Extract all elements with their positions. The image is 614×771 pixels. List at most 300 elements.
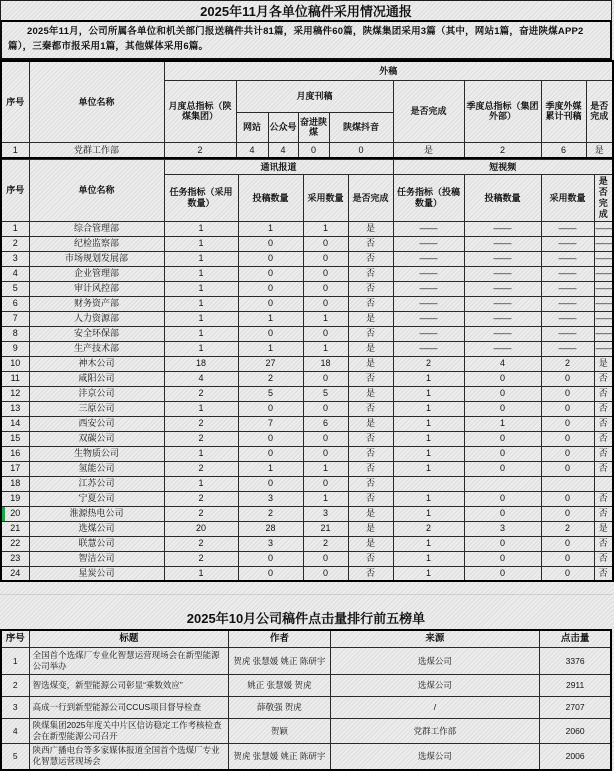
cell-serial: 6: [1, 296, 29, 311]
col-header-unit: 单位名称: [29, 61, 164, 142]
cell-done2: 是: [586, 142, 613, 158]
intro-box: [0, 22, 612, 60]
cell-video-target: 1: [393, 371, 464, 386]
cell-news-adopt: 0: [303, 251, 348, 266]
cell-news-target: 1: [164, 401, 238, 416]
cell-news-adopt: 0: [303, 551, 348, 566]
cell-news-done: 否: [348, 476, 393, 491]
cell-news-submit: 5: [238, 386, 303, 401]
cell-video-adopt: [541, 476, 594, 491]
cell-serial: 1: [1, 647, 29, 674]
page-title: 2025年11月各单位稿件采用情况通报: [0, 0, 612, 22]
cell-news-submit: 0: [238, 281, 303, 296]
cell-serial: 5: [1, 743, 29, 770]
cell-news-adopt: 3: [303, 506, 348, 521]
cell-news-submit: 0: [238, 266, 303, 281]
cell-news-target: 1: [164, 251, 238, 266]
cell-serial: 3: [1, 696, 29, 718]
group-header-external: 外稿: [164, 61, 613, 80]
cell-source: 党群工作部: [330, 718, 540, 743]
cell-news-done: 否: [348, 431, 393, 446]
cell-news-done: 是: [348, 386, 393, 401]
cell-news-adopt: 0: [303, 401, 348, 416]
cell-authors: 姚正 张慧媛 贺虎: [229, 674, 330, 696]
cell-video-submit: ——: [464, 236, 541, 251]
table-row: [1, 416, 613, 431]
cell-website: 4: [236, 142, 268, 158]
cell-video-submit: ——: [464, 221, 541, 236]
cell-video-done: 否: [594, 566, 613, 581]
cell-video-target: ——: [393, 236, 464, 251]
cell-video-done: 否: [594, 461, 613, 476]
cell-news-done: 是: [348, 356, 393, 371]
cell-unit: 生产技术部: [29, 341, 164, 356]
cell-video-target: 2: [393, 356, 464, 371]
cell-video-adopt: 0: [541, 431, 594, 446]
cell-news-done: 是: [348, 341, 393, 356]
cell-video-adopt: ——: [541, 281, 594, 296]
cell-video-adopt: ——: [541, 266, 594, 281]
col-header-quarter-target: 季度总指标（集团外部）: [464, 80, 541, 142]
table-row: [1, 536, 613, 551]
cell-news-submit: 0: [238, 551, 303, 566]
cell-news-adopt: 0: [303, 446, 348, 461]
cell-serial: 20: [1, 506, 29, 521]
cell-video-done: ——: [594, 341, 613, 356]
cell-article-title: 高成一行到新型能源公司CCUS项目督导检查: [29, 696, 229, 718]
cell-quarter-pub: 6: [541, 142, 586, 158]
cell-serial: 2: [1, 236, 29, 251]
cell-news-adopt: 1: [303, 341, 348, 356]
cell-video-done: ——: [594, 326, 613, 341]
cell-news-adopt: 5: [303, 386, 348, 401]
cell-unit: 宁夏公司: [29, 491, 164, 506]
cell-unit: 审计风控部: [29, 281, 164, 296]
cell-video-target: 1: [393, 491, 464, 506]
cell-serial: 1: [1, 221, 29, 236]
table-row: [1, 371, 613, 386]
col-header-unit: 单位名称: [29, 160, 164, 221]
cell-video-done: 否: [594, 416, 613, 431]
table-row: [1, 521, 613, 536]
cell-news-adopt: 0: [303, 236, 348, 251]
cell-serial: 1: [1, 142, 29, 158]
cell-video-target: 1: [393, 461, 464, 476]
cell-video-submit: ——: [464, 296, 541, 311]
cell-news-submit: 0: [238, 251, 303, 266]
cell-news-adopt: 6: [303, 416, 348, 431]
table-row: [1, 696, 611, 718]
cell-video-submit: 0: [464, 461, 541, 476]
cell-video-adopt: ——: [541, 311, 594, 326]
col-header-gzh: 公众号: [268, 112, 298, 142]
cell-video-target: 1: [393, 416, 464, 431]
cell-video-done: 否: [594, 551, 613, 566]
cell-news-target: 4: [164, 371, 238, 386]
col-header-serial: 序号: [1, 630, 29, 647]
cell-news-target: 1: [164, 476, 238, 491]
cell-unit: 综合管理部: [29, 221, 164, 236]
table-row: [1, 743, 611, 770]
cell-unit: 氢能公司: [29, 461, 164, 476]
cell-news-submit: 3: [238, 536, 303, 551]
cell-news-submit: 0: [238, 446, 303, 461]
cell-news-submit: 3: [238, 491, 303, 506]
cell-news-done: 是: [348, 521, 393, 536]
cell-unit: 纪检监察部: [29, 236, 164, 251]
cell-unit: 咸阳公司: [29, 371, 164, 386]
cell-news-adopt: 21: [303, 521, 348, 536]
cell-video-target: [393, 476, 464, 491]
cell-news-target: 2: [164, 431, 238, 446]
cell-video-adopt: 0: [541, 491, 594, 506]
col-header-video-submit: 投稿数量: [464, 175, 541, 221]
cell-news-adopt: 0: [303, 326, 348, 341]
table-row: [1, 551, 613, 566]
cell-douyin: 0: [329, 142, 393, 158]
cell-unit: 企业管理部: [29, 266, 164, 281]
cell-source: /: [330, 696, 540, 718]
cell-news-done: 否: [348, 251, 393, 266]
cell-serial: 12: [1, 386, 29, 401]
cell-video-target: 1: [393, 536, 464, 551]
group-header-monthly-pub: 月度刊稿: [236, 80, 393, 112]
cell-news-target: 18: [164, 356, 238, 371]
table-row: [1, 566, 613, 581]
cell-video-adopt: 0: [541, 461, 594, 476]
cell-news-submit: 1: [238, 461, 303, 476]
cell-unit: 智洁公司: [29, 551, 164, 566]
cell-video-target: 1: [393, 401, 464, 416]
col-header-fenjin: 奋进陕煤: [298, 112, 329, 142]
cell-video-done: 是: [594, 521, 613, 536]
cell-unit: 星炭公司: [29, 566, 164, 581]
cell-news-submit: 0: [238, 476, 303, 491]
cell-unit: 党群工作部: [29, 142, 164, 158]
cell-video-done: 否: [594, 386, 613, 401]
cell-serial: 4: [1, 718, 29, 743]
col-header-authors: 作者: [229, 630, 330, 647]
cell-video-adopt: ——: [541, 221, 594, 236]
cell-authors: 贺颖: [229, 718, 330, 743]
table-row: [1, 647, 611, 674]
cell-video-target: 1: [393, 431, 464, 446]
cell-serial: 21: [1, 521, 29, 536]
group-header-video: 短视频: [393, 160, 613, 175]
cell-news-target: 2: [164, 386, 238, 401]
header-row: [1, 160, 613, 175]
cell-monthly-target: 2: [164, 142, 236, 158]
group-header-news: 通讯报道: [164, 160, 393, 175]
cell-video-target: ——: [393, 311, 464, 326]
cell-unit: 淮源热电公司: [29, 506, 164, 521]
cell-video-submit: 0: [464, 506, 541, 521]
cell-clicks: 2911: [540, 674, 611, 696]
table-row: [1, 356, 613, 371]
table-row: [1, 401, 613, 416]
table-row: [1, 142, 613, 158]
cell-news-adopt: 1: [303, 461, 348, 476]
cell-serial: 11: [1, 371, 29, 386]
table-row: [1, 326, 613, 341]
cell-video-done: 否: [594, 371, 613, 386]
cell-news-adopt: 0: [303, 566, 348, 581]
cell-unit: 联慧公司: [29, 536, 164, 551]
cell-video-done: 否: [594, 491, 613, 506]
table-row: [1, 476, 613, 491]
cell-news-submit: 0: [238, 566, 303, 581]
col-header-source: 来源: [330, 630, 540, 647]
cell-unit: 财务资产部: [29, 296, 164, 311]
cell-serial: 22: [1, 536, 29, 551]
header-row: [1, 61, 613, 80]
cell-serial: 24: [1, 566, 29, 581]
cell-news-done: 否: [348, 551, 393, 566]
cell-news-done: 否: [348, 401, 393, 416]
click-ranking-table: [0, 629, 612, 771]
table-row: [1, 221, 613, 236]
cell-news-submit: 1: [238, 311, 303, 326]
cell-serial: 13: [1, 401, 29, 416]
cell-done1: 是: [393, 142, 464, 158]
cell-video-target: ——: [393, 341, 464, 356]
cell-authors: 贺虎 张慧媛 姚正 陈研宇: [229, 647, 330, 674]
cell-video-adopt: 0: [541, 386, 594, 401]
cell-news-target: 1: [164, 296, 238, 311]
cell-video-target: ——: [393, 251, 464, 266]
cell-news-submit: 0: [238, 401, 303, 416]
cell-gzh: 4: [268, 142, 298, 158]
cell-news-done: 是: [348, 311, 393, 326]
cell-serial: 16: [1, 446, 29, 461]
cell-clicks: 2006: [540, 743, 611, 770]
cell-news-target: 1: [164, 236, 238, 251]
cell-video-adopt: ——: [541, 236, 594, 251]
cell-video-submit: 0: [464, 491, 541, 506]
table-row: [1, 341, 613, 356]
cell-news-target: 2: [164, 536, 238, 551]
cell-video-target: 1: [393, 446, 464, 461]
cell-news-done: 是: [348, 221, 393, 236]
cell-news-submit: 7: [238, 416, 303, 431]
cell-news-submit: 2: [238, 371, 303, 386]
cell-video-submit: ——: [464, 326, 541, 341]
cell-news-target: 1: [164, 446, 238, 461]
cell-news-target: 2: [164, 491, 238, 506]
table-row: [1, 431, 613, 446]
col-header-news-adopt: 采用数量: [303, 175, 348, 221]
cell-video-done: 否: [594, 506, 613, 521]
cell-news-done: 否: [348, 236, 393, 251]
cell-news-target: 1: [164, 326, 238, 341]
col-header-serial: 序号: [1, 160, 29, 221]
cell-unit: 生物质公司: [29, 446, 164, 461]
cell-unit: 神木公司: [29, 356, 164, 371]
cell-video-target: ——: [393, 281, 464, 296]
cell-video-adopt: ——: [541, 251, 594, 266]
cell-video-done: 是: [594, 356, 613, 371]
cell-news-done: 否: [348, 491, 393, 506]
cell-video-done: ——: [594, 311, 613, 326]
cell-news-done: 否: [348, 371, 393, 386]
cell-video-adopt: 2: [541, 356, 594, 371]
empty-row: [0, 582, 612, 595]
cell-news-submit: 0: [238, 236, 303, 251]
cell-unit: 双碳公司: [29, 431, 164, 446]
cell-video-submit: ——: [464, 251, 541, 266]
news-video-table-body: [1, 221, 613, 581]
cell-news-adopt: 0: [303, 281, 348, 296]
cell-video-submit: 3: [464, 521, 541, 536]
cell-news-adopt: 18: [303, 356, 348, 371]
cell-video-adopt: 0: [541, 446, 594, 461]
cell-unit: 江苏公司: [29, 476, 164, 491]
cell-news-target: 1: [164, 566, 238, 581]
cell-serial: 2: [1, 674, 29, 696]
table-row: [1, 236, 613, 251]
table-row: [1, 281, 613, 296]
table-row: [1, 251, 613, 266]
cell-news-submit: 0: [238, 431, 303, 446]
cell-news-target: 1: [164, 221, 238, 236]
col-header-serial: 序号: [1, 61, 29, 142]
news-video-table: [0, 159, 614, 582]
cell-news-submit: 0: [238, 296, 303, 311]
cell-authors: 贺虎 张慧媛 姚正 陈研宇: [229, 743, 330, 770]
cell-video-adopt: 0: [541, 551, 594, 566]
cell-news-done: 否: [348, 296, 393, 311]
cell-video-submit: 0: [464, 431, 541, 446]
cell-video-adopt: 0: [541, 566, 594, 581]
table-row: [1, 386, 613, 401]
cell-video-done: 否: [594, 401, 613, 416]
table-row: [1, 718, 611, 743]
click-ranking-table-body: [1, 647, 611, 770]
cell-news-adopt: 1: [303, 221, 348, 236]
cell-video-adopt: 0: [541, 401, 594, 416]
cell-video-done: ——: [594, 266, 613, 281]
cell-video-done: 否: [594, 536, 613, 551]
cell-article-title: 陕西广播电台等多家媒体报道全国首个选煤厂专业化智慧运营现场会: [29, 743, 229, 770]
cell-news-adopt: 1: [303, 311, 348, 326]
cell-article-title: 陕煤集团2025年度关中片区信访稳定工作考核检查会在新型能源公司召开: [29, 718, 229, 743]
cell-news-target: 20: [164, 521, 238, 536]
col-header-douyin: 陕煤抖音: [329, 112, 393, 142]
cell-video-done: ——: [594, 221, 613, 236]
cell-video-done: 否: [594, 431, 613, 446]
cell-news-submit: 2: [238, 506, 303, 521]
cell-video-target: ——: [393, 221, 464, 236]
cell-unit: 安全环保部: [29, 326, 164, 341]
cell-news-target: 2: [164, 416, 238, 431]
cell-video-adopt: ——: [541, 296, 594, 311]
cell-video-adopt: ——: [541, 341, 594, 356]
cell-video-done: ——: [594, 296, 613, 311]
cell-video-done: ——: [594, 236, 613, 251]
cell-video-target: ——: [393, 296, 464, 311]
intro-text: 2025年11月，公司所属各单位和机关部门报送稿件共计81篇，采用稿件60篇，陕煤集团采用3篇（其中，网站1篇，奋进陕煤APP2篇），三秦都市报采用1篇，其他媒体采用6篇。: [8, 26, 584, 52]
cell-serial: 4: [1, 266, 29, 281]
cell-video-submit: 1: [464, 416, 541, 431]
col-header-video-target: 任务指标（投稿数量）: [393, 175, 464, 221]
cell-video-submit: 0: [464, 446, 541, 461]
cell-unit: 选煤公司: [29, 521, 164, 536]
cell-article-title: 智选煤变，新型能源公司彰显“乘数效应”: [29, 674, 229, 696]
cell-video-target: ——: [393, 326, 464, 341]
cell-video-done: 否: [594, 446, 613, 461]
cell-video-adopt: 0: [541, 536, 594, 551]
cell-serial: 10: [1, 356, 29, 371]
cell-news-target: 1: [164, 341, 238, 356]
ranking-title: 2025年10月公司稿件点击量排行前五榜单: [186, 611, 426, 627]
cell-fenjin: 0: [298, 142, 329, 158]
cell-video-submit: 0: [464, 386, 541, 401]
cell-news-submit: 28: [238, 521, 303, 536]
cell-video-target: 1: [393, 506, 464, 521]
cell-video-submit: 0: [464, 371, 541, 386]
cell-video-done: ——: [594, 251, 613, 266]
table-row: [1, 296, 613, 311]
cell-video-adopt: 2: [541, 521, 594, 536]
cell-video-submit: 0: [464, 536, 541, 551]
cell-news-done: 否: [348, 281, 393, 296]
cell-serial: 7: [1, 311, 29, 326]
cell-news-done: 是: [348, 536, 393, 551]
cell-news-done: 否: [348, 266, 393, 281]
cell-video-target: 1: [393, 566, 464, 581]
cell-video-done: [594, 476, 613, 491]
cell-news-done: 否: [348, 566, 393, 581]
cell-unit: 三原公司: [29, 401, 164, 416]
cell-news-done: 是: [348, 506, 393, 521]
cell-news-adopt: 0: [303, 296, 348, 311]
cell-news-done: 是: [348, 416, 393, 431]
cell-video-adopt: 0: [541, 416, 594, 431]
cell-news-adopt: 0: [303, 266, 348, 281]
cell-video-submit: 4: [464, 356, 541, 371]
cell-source: 选煤公司: [330, 743, 540, 770]
col-header-video-done: 是否完成: [594, 175, 613, 221]
cell-video-submit: 0: [464, 551, 541, 566]
cell-unit: 市场规划发展部: [29, 251, 164, 266]
col-header-title: 标题: [29, 630, 229, 647]
cell-serial: 5: [1, 281, 29, 296]
cell-serial: 3: [1, 251, 29, 266]
cell-video-target: ——: [393, 266, 464, 281]
col-header-done2: 是否完成: [586, 80, 613, 142]
col-header-monthly-target: 月度总指标（陕煤集团）: [164, 80, 236, 142]
cell-serial: 14: [1, 416, 29, 431]
cell-unit: 西安公司: [29, 416, 164, 431]
table-row: [1, 311, 613, 326]
cell-news-target: 2: [164, 551, 238, 566]
col-header-clicks: 点击量: [540, 630, 611, 647]
cell-video-adopt: ——: [541, 326, 594, 341]
table-row: [1, 674, 611, 696]
cell-video-target: 2: [393, 521, 464, 536]
cell-news-target: 2: [164, 506, 238, 521]
cell-news-submit: 1: [238, 221, 303, 236]
cell-video-submit: ——: [464, 311, 541, 326]
empty-row: [0, 595, 612, 608]
cell-news-target: 1: [164, 311, 238, 326]
cell-news-target: 2: [164, 461, 238, 476]
cell-source: 选煤公司: [330, 674, 540, 696]
cell-news-done: 否: [348, 461, 393, 476]
cell-quarter-target: 2: [464, 142, 541, 158]
cell-news-adopt: 1: [303, 491, 348, 506]
col-header-quarter-pub: 季度外媒累计刊稿: [541, 80, 586, 142]
